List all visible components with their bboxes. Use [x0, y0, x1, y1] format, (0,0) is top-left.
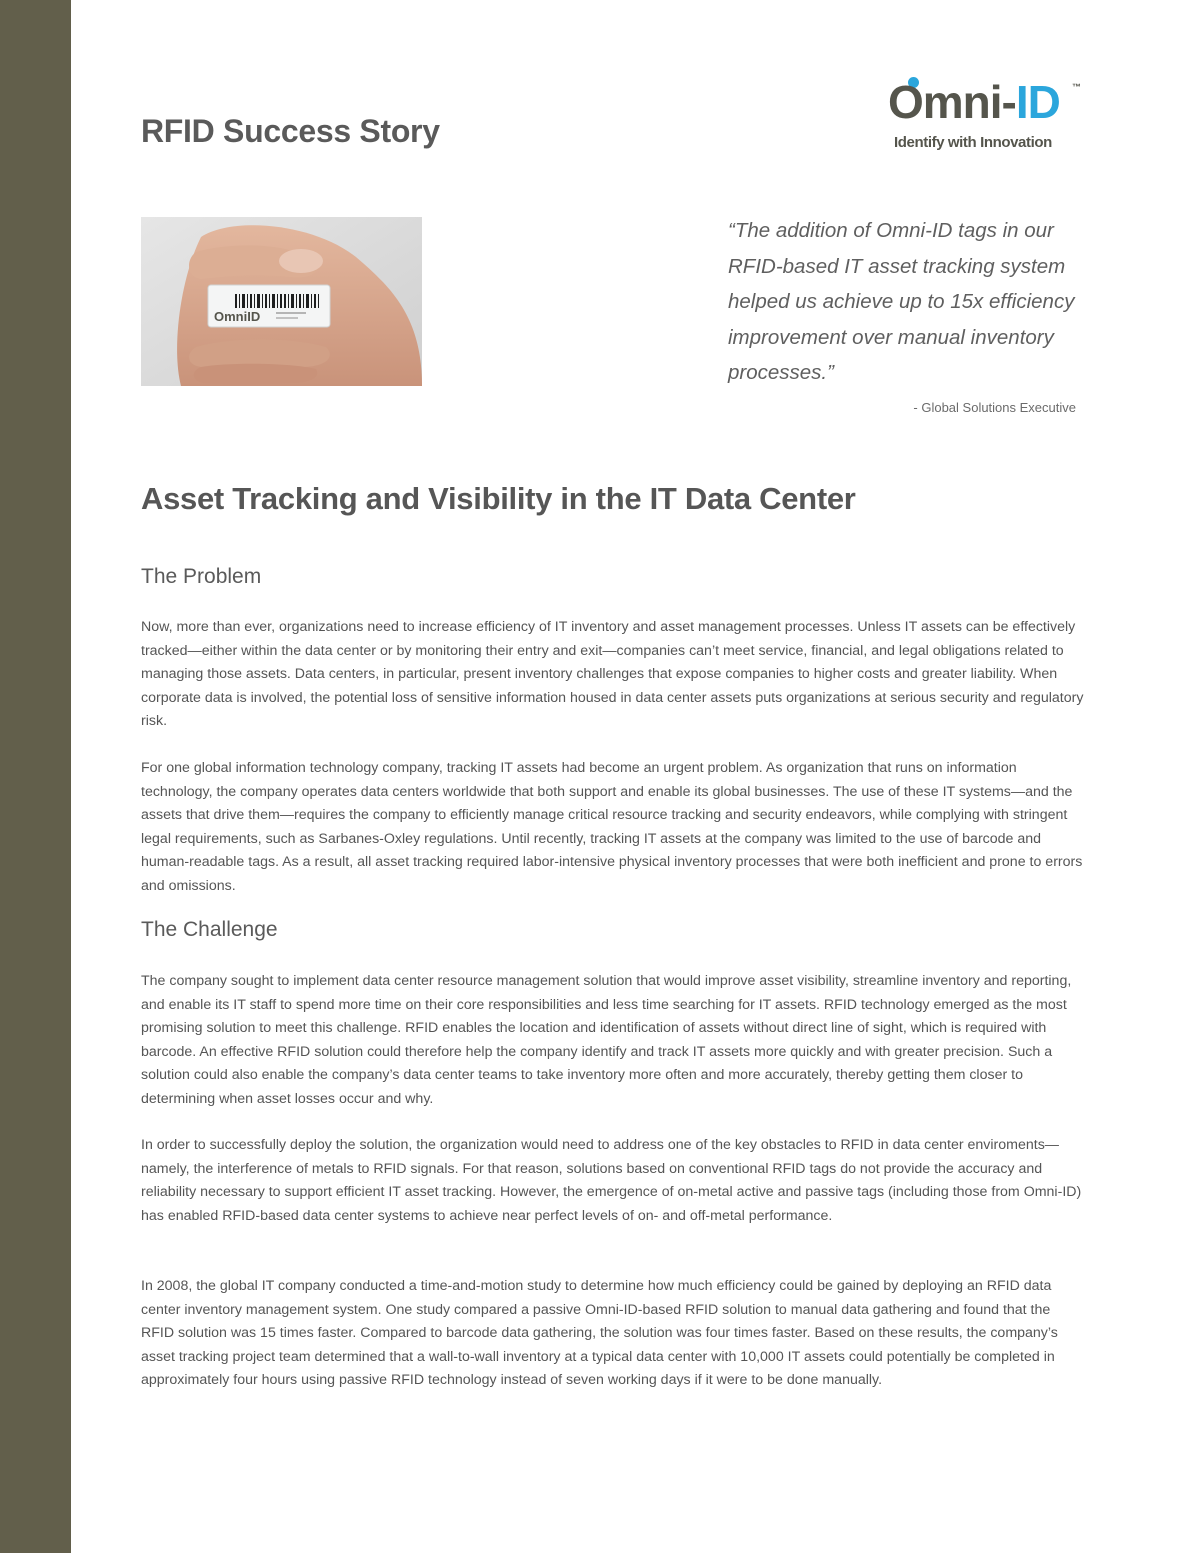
logo-name-main: Omni- — [888, 76, 1016, 128]
customer-quote: “The addition of Omni-ID tags in our RFID-based IT asset tracking system helped us achieve up to 15x efficiency improvement over manual inventory processes.” — [728, 219, 1075, 384]
logo-name-accent: ID — [1015, 76, 1060, 128]
logo-wordmark — [888, 74, 1060, 130]
sidebar-band — [0, 0, 71, 1553]
logo-trademark: ™ — [1072, 82, 1081, 92]
section-heading-problem: The Problem — [141, 565, 262, 588]
document-type-label: RFID Success Story — [141, 113, 440, 149]
omni-id-logo — [888, 74, 1088, 154]
section-heading-challenge: The Challenge — [141, 918, 278, 941]
challenge-paragraph-2: In order to successfully deploy the solution, the organization would need to address one of the key obstacles to RFID in data center enviroments—namely, the interference of metals to RFID signals. For that reason, solutions based on conventional RFID tags do not provide the accuracy and reliability necessary to support efficient IT asset tracking. However, the emergence of on-metal active and passive tags (including those from Omni-ID) has enabled RFID-based data center systems to achieve near perfect levels of on- and off-metal performance. — [141, 1137, 1082, 1224]
problem-paragraph-1: Now, more than ever, organizations need to increase efficiency of IT inventory and asset management processes. Unless IT assets can be effectively tracked—either within the data center or by monitoring their entry and exit—companies can’t meet service, financial, and legal obligations related to managing those assets. Data centers, in particular, present inventory challenges that expose companies to higher costs and greater liability. When corporate data is involved, the potential loss of sensitive information housed in data center assets puts organizations at serious security and regulatory risk. — [141, 619, 1084, 730]
rfid-tag-photo — [141, 217, 422, 386]
challenge-paragraph-3: In 2008, the global IT company conducted a time-and-motion study to determine how much efficiency could be gained by deploying an RFID data center inventory management system. One study compared a passive Omni-ID-based RFID solution to manual data gathering and found that the RFID solution was 15 times faster. Compared to barcode data gathering, the solution was four times faster. Based on these results, the company’s asset tracking project team determined that a wall-to-wall inventory at a typical data center with 10,000 IT assets could potentially be completed in approximately four hours using passive RFID technology instead of seven working days if it were to be done manually. — [141, 1278, 1058, 1389]
challenge-paragraph-1: The company sought to implement data center resource management solution that would improve asset visibility, streamline inventory and reporting, and enable its IT staff to spend more time on their core responsibilities and less time searching for IT assets. RFID technology emerged as the most promising solution to meet this challenge. RFID enables the location and identification of assets without direct line of sight, which is required with barcode. An effective RFID solution could therefore help the company identify and track IT assets more quickly and with greater precision. Such a solution could also enable the company’s data center teams to take inventory more often and more accurately, thereby getting them closer to determining when asset losses occur and why. — [141, 973, 1072, 1107]
tag-label-text: OmniID — [214, 309, 261, 324]
quote-attribution: - Global Solutions Executive — [913, 400, 1076, 415]
logo-tagline: Identify with Innovation — [894, 134, 1052, 151]
problem-paragraph-2: For one global information technology company, tracking IT assets had become an urgent problem. As organization that runs on information technology, the company operates data centers worldwide that both support and enable its global businesses. The use of these IT systems—and the assets that drive them—requires the company to efficiently manage critical resource tracking and security endeavors, while complying with stringent legal requirements, such as Sarbanes-Oxley regulations. Until recently, tracking IT assets at the company was limited to the use of barcode and human-readable tags. As a result, all asset tracking required labor-intensive physical inventory processes that were both inefficient and prone to errors and omissions. — [141, 760, 1083, 894]
hand-holding-tag-image — [141, 217, 422, 386]
main-title: Asset Tracking and Visibility in the IT Data Center — [141, 481, 856, 516]
